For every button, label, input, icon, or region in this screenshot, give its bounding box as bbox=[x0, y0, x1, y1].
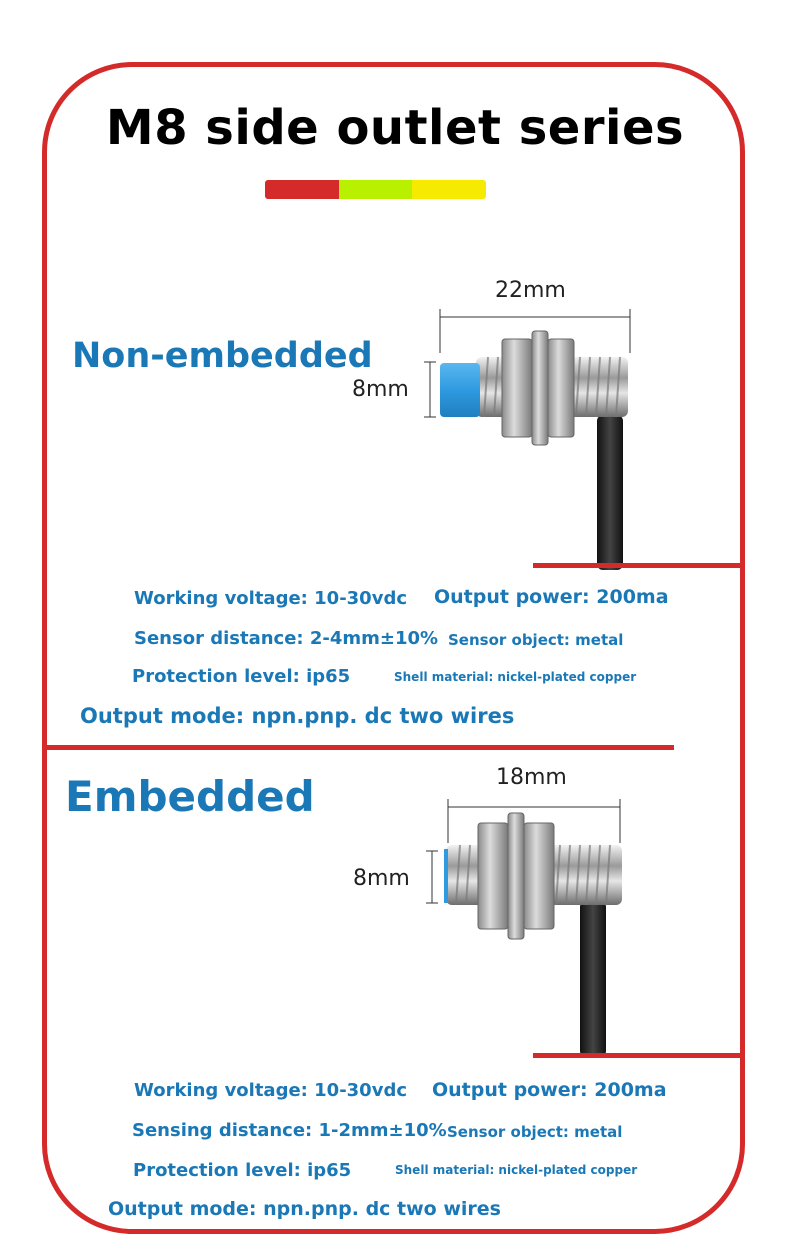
embedded-output-power: Output power: 200ma bbox=[432, 1079, 667, 1101]
non-embedded-title: Non-embedded bbox=[72, 336, 373, 376]
embedded-length-label: 18mm bbox=[496, 765, 567, 790]
embedded-sensing-distance: Sensing distance: 1-2mm±10% bbox=[132, 1120, 447, 1141]
embedded-sensor-object: Sensor object: metal bbox=[447, 1123, 623, 1141]
non-embedded-sensor-distance: Sensor distance: 2-4mm±10% bbox=[134, 628, 439, 649]
section-divider-stub-1 bbox=[533, 563, 745, 568]
non-embedded-sensor-image bbox=[410, 305, 650, 570]
non-embedded-length-label: 22mm bbox=[495, 278, 566, 303]
embedded-sensor-image bbox=[410, 795, 650, 1057]
embedded-protection-level: Protection level: ip65 bbox=[133, 1160, 352, 1181]
non-embedded-sensor-object: Sensor object: metal bbox=[448, 631, 624, 649]
color-bar-yellow bbox=[412, 180, 486, 199]
non-embedded-working-voltage: Working voltage: 10-30vdc bbox=[134, 588, 407, 609]
non-embedded-shell-material: Shell material: nickel-plated copper bbox=[394, 670, 637, 684]
color-bar-red bbox=[265, 180, 339, 199]
embedded-output-mode: Output mode: npn.pnp. dc two wires bbox=[108, 1198, 501, 1220]
section-divider-stub-2 bbox=[533, 1053, 745, 1058]
section-divider bbox=[42, 745, 674, 750]
color-bar-green bbox=[339, 180, 412, 199]
non-embedded-output-power: Output power: 200ma bbox=[434, 586, 669, 608]
embedded-working-voltage: Working voltage: 10-30vdc bbox=[134, 1080, 407, 1101]
embedded-title: Embedded bbox=[65, 772, 315, 821]
page-title: M8 side outlet series bbox=[105, 100, 685, 156]
embedded-diameter-label: 8mm bbox=[353, 866, 410, 891]
non-embedded-diameter-label: 8mm bbox=[352, 377, 409, 402]
non-embedded-output-mode: Output mode: npn.pnp. dc two wires bbox=[80, 704, 515, 728]
non-embedded-protection-level: Protection level: ip65 bbox=[132, 666, 351, 687]
embedded-shell-material: Shell material: nickel-plated copper bbox=[395, 1163, 638, 1177]
